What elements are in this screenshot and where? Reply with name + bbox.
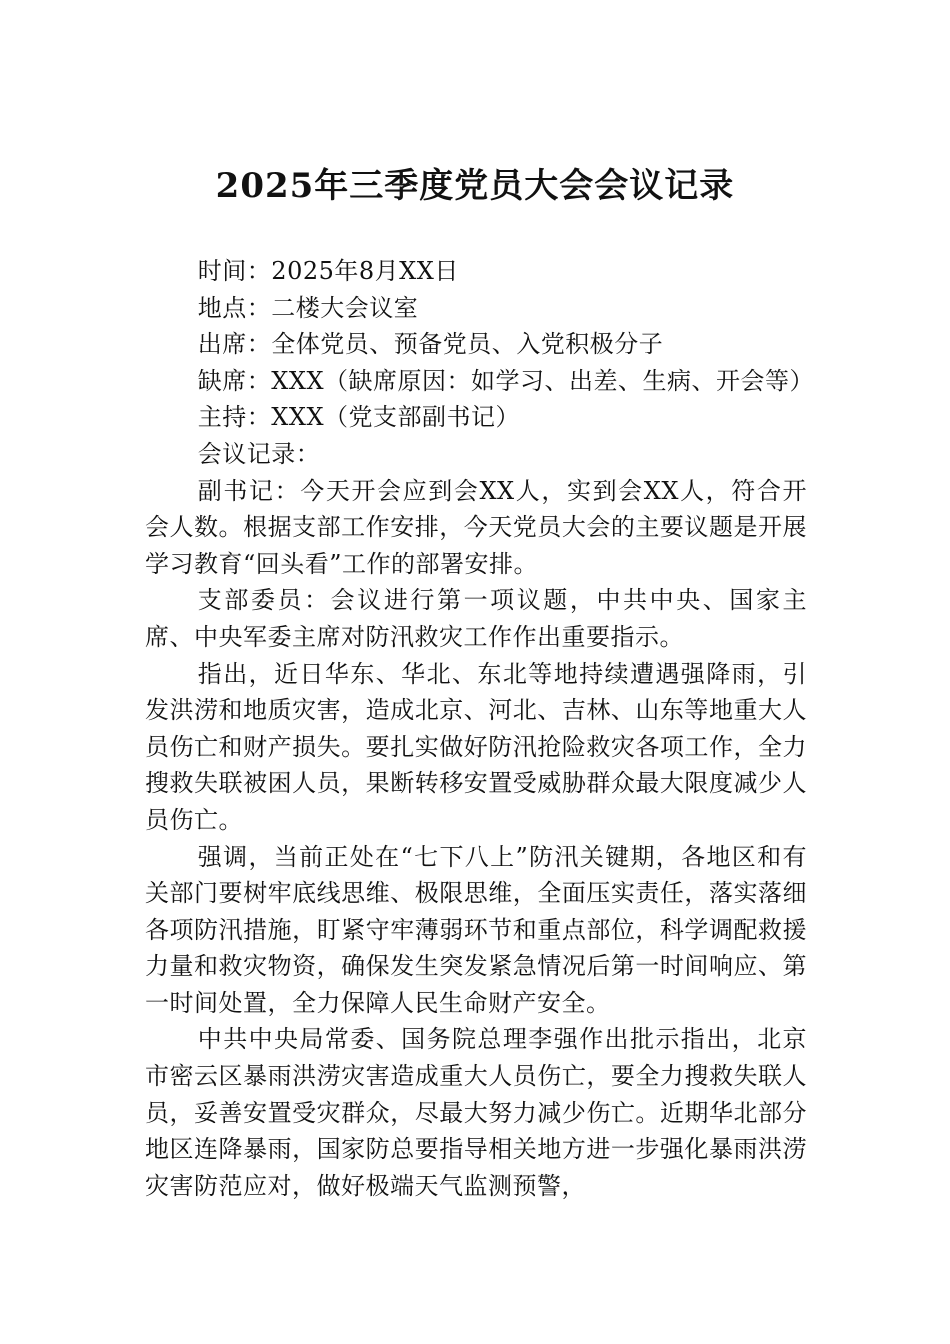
document-body: [145, 253, 815, 1204]
minutes-heading: 会议记录：: [197, 439, 321, 468]
paragraph-deputy-secretary: 副书记：今天开会应到会XX人，实到会XX人，符合开会人数。根据支部工作安排，今天党员大会的主要议题是开展学习教育“回头看”工作的部署安排。: [145, 476, 807, 578]
meeting-time: 时间：2025年8月XX日: [197, 257, 459, 285]
document-title: 2025年三季度党员大会会议记录: [215, 166, 735, 206]
meeting-absentees: 缺席：XXX（缺席原因：如学习、出差、生病、开会等）: [197, 366, 815, 395]
paragraph-committee-member: 支部委员：会议进行第一项议题，中共中央、国家主席、中央军委主席对防汛救灾工作作出重要指示。: [145, 586, 807, 651]
meeting-host: 主持：XXX（党支部副书记）: [197, 403, 521, 432]
paragraph-premier-remarks: 中共中央局常委、国务院总理李强作出批示指出，北京市密云区暴雨洪涝灾害造成重大人员伤亡，要全力搜救失联人员，妥善安置受灾群众，尽最大努力减少伤亡。近期华北部分地区连降暴雨，国家防总要指导相关地方进一步强化暴雨洪涝灾害防范应对，做好极端天气监测预警，: [145, 1025, 807, 1200]
paragraph-emphasis: 强调，当前正处在“七下八上”防汛关键期，各地区和有关部门要树牢底线思维、极限思维，全面压实责任，落实落细各项防汛措施，盯紧守牢薄弱环节和重点部位，科学调配救援力量和救灾物资，确保发生突发紧急情况后第一时间响应、第一时间处置，全力保障人民生命财产安全。: [145, 842, 807, 1017]
paragraph-instruction: 指出，近日华东、华北、东北等地持续遭遇强降雨，引发洪涝和地质灾害，造成北京、河北、吉林、山东等地重大人员伤亡和财产损失。要扎实做好防汛抢险救灾各项工作，全力搜救失联被困人员，果断转移安置受威胁群众最大限度减少人员伤亡。: [145, 659, 807, 834]
meeting-attendees: 出席：全体党员、预备党员、入党积极分子: [197, 330, 664, 359]
meeting-location: 地点：二楼大会议室: [197, 293, 419, 322]
